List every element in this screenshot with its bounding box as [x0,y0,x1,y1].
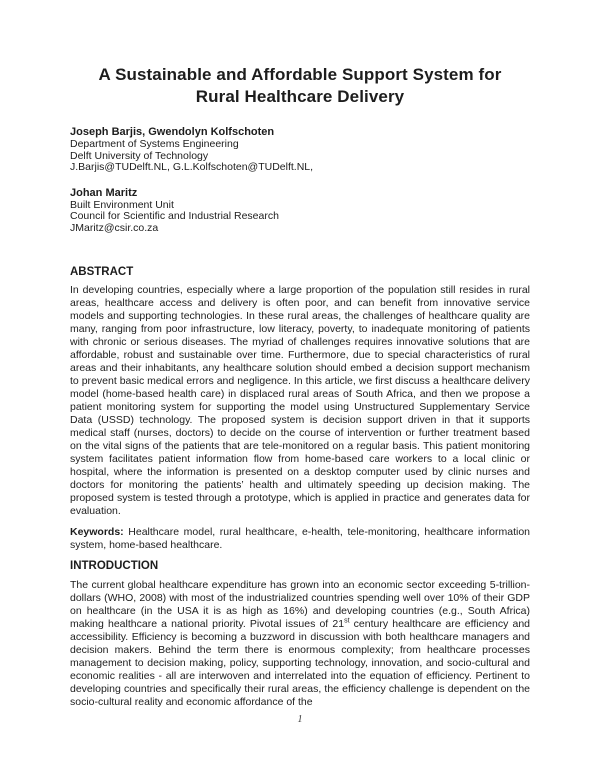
introduction-paragraph [70,579,530,709]
paper-title-line-2: Rural Healthcare Delivery [195,87,405,106]
author-block-1 [70,126,530,174]
page-number: 1 [297,714,303,725]
abstract-heading: ABSTRACT [70,266,134,278]
author-names-1: Joseph Barjis, Gwendolyn Kolfschoten [70,126,275,138]
keywords-paragraph [70,526,530,552]
ordinal-superscript: st [344,617,350,625]
affiliation-line: Department of Systems Engineering [70,138,239,150]
introduction-heading: INTRODUCTION [70,560,159,572]
paper-title [70,64,530,108]
paper-title-line-1: A Sustainable and Affordable Support System for [98,65,502,84]
abstract-paragraph: In developing countries, especially where a large proportion of the population still resides in rural areas, healthcare access and delivery is often poor, and can benefit from innovative service models and supporting technologies. In these rural areas, the challenges of healthcare quality are many, ranging from poor infrastructure, low literacy, poverty, to inadequate monitoring of patients with chronic or serious diseases. The myriad of challenges requires innovative solutions that are affordable, robust and sustainable over time. Furthermore, due to special characteristics of rural areas and their inhabitants, any healthcare solution should embed a decision support mechanism to prevent basic medical errors and negligence. In this article, we first discuss a healthcare delivery model (home-based health care) in displaced rural areas of South Africa, and then we propose a patient monitoring system for supporting the model using Unstructured Supplementary Service Data (USSD) technology. The proposed system is decision support driven in that it supports medical staff (nurses, doctors) to decide on the course of intervention or further treatment based on the vital signs of the patients that are tele-monitored on a regular basis. This patient monitoring system facilitates patient information flow from home-based care workers to a local clinic or hospital, where the information is presented on a desktop computer used by clinic nurses and doctors for monitoring the patients’ health and ultimately speeding up decision making. The proposed system is tested through a prototype, which is applied in practice and generates data for evaluation. [70,284,530,517]
affiliation-line: Council for Scientific and Industrial Research [70,210,279,222]
author-block-2 [70,187,530,235]
author-names-2: Johan Maritz [70,186,138,199]
affiliation-line: Delft University of Technology [70,149,209,162]
introduction-text-part-1: The current global healthcare expenditure has grown into an economic sector exceeding 5-trillion-dollars (WHO, 2008) with most of the industrialized countries spending well over 10% of their GDP on healthcare (in the USA it is as high as 16%) and developing countries (e.g., South Africa) making healthcare a national priority. Pivotal issues of 21 [70,579,530,630]
introduction-text-part-2: century healthcare are efficiency and accessibility. Efficiency is becoming a buzzword in discussion with both healthcare managers and decision makers. Behind the term there is enormous complexity; from healthcare processes management to decision making, policy, supporting technology, innovation, and socio-cultural and economic realities - all are interwoven and interrelated into the equation of efficiency. Pertinent to developing countries and specifically their rural areas, the efficiency challenge is dependent on the socio-cultural reality and economic affordance of the [70,618,531,708]
affiliation-line: Built Environment Unit [70,198,174,211]
keywords-text: Healthcare model, rural healthcare, e-health, tele-monitoring, healthcare information system, home-based healthcare. [70,526,530,551]
author-emails-1: J.Barjis@TUDelft.NL, G.L.Kolfschoten@TUDelft.NL, [70,161,314,173]
keywords-label: Keywords: [70,526,124,538]
author-email-2: JMaritz@csir.co.za [70,221,159,234]
